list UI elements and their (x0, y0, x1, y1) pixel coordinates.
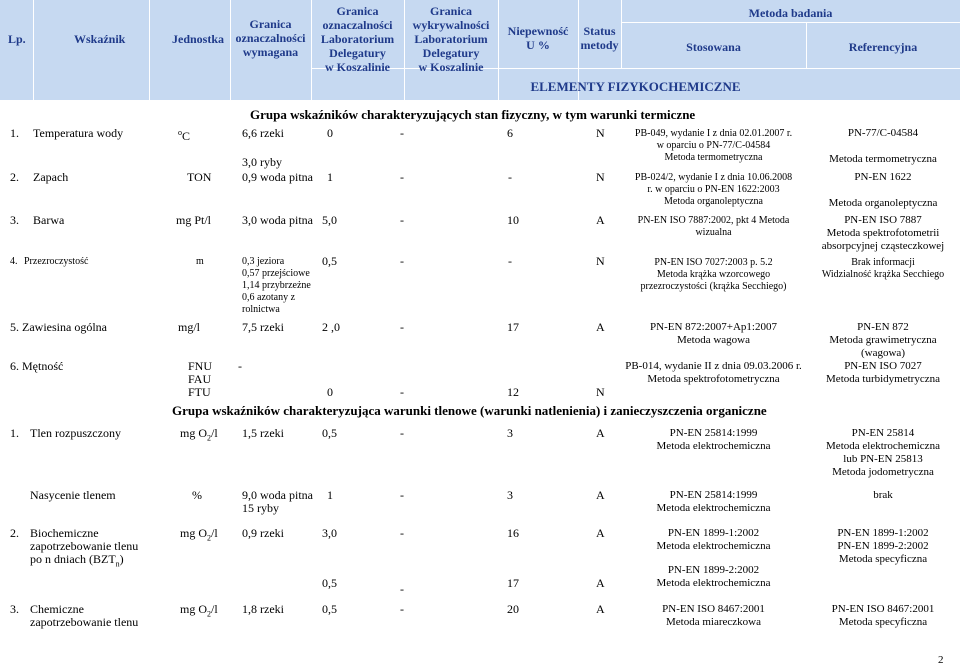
quant-limit: 1 (327, 488, 333, 502)
limit-required: 9,0 woda pitna 15 ryby (242, 488, 313, 515)
limit-required: 0,9 woda pitna (242, 170, 313, 184)
method-reference: PN-EN 1899-1:2002 PN-EN 1899-2:2002 Metoda specyficzna (837, 527, 929, 565)
method-status: A (596, 602, 605, 616)
limit-required: 0,3 jeziora 0,57 przejściowe 1,14 przybrzeżne 0,6 azotany z rolnictwa (242, 256, 311, 315)
row-number: 4. (10, 256, 18, 267)
quant-limit: 0,5 (322, 602, 337, 616)
method-applied: PB-014, wydanie II z dnia 09.03.2006 r. Metoda spektrofotometryczna (625, 360, 802, 385)
method-applied: PN-EN 872:2007+Ap1:2007 Metoda wagowa (650, 321, 777, 346)
row-number: 5. (10, 320, 19, 334)
limit-required: - (238, 359, 242, 373)
method-applied: PN-EN 25814:1999 Metoda elektrochemiczna (656, 427, 771, 452)
dash: - (400, 170, 404, 184)
page-number: 2 (938, 654, 944, 666)
method-reference: PN-77/C-04584 Metoda termometryczna (829, 127, 937, 165)
parameter-name: Mętność (22, 359, 64, 373)
unit: mg $O_2/l$ (180, 526, 218, 543)
unit: mg $O_2/l$ (180, 426, 218, 443)
header-separator (621, 22, 960, 23)
method-applied: PN-EN 1899-1:2002 Metoda elektrochemiczna PN-EN 1899-2:2002 Metoda elektrochemiczna (656, 527, 771, 589)
col-granica-oznaczalnosci: Granica oznaczalności Laboratorium Delegatury w Koszalinie (320, 4, 395, 74)
section-title: ELEMENTY FIZYKOCHEMICZNE (530, 79, 741, 94)
quant-limit: 0,5 (322, 254, 337, 268)
method-status: A (596, 426, 605, 440)
dash: - (400, 126, 404, 140)
unit: mg Pt/l (176, 213, 212, 227)
unit: TON (187, 170, 212, 184)
uncertainty: - (508, 170, 512, 184)
method-status: A (596, 576, 605, 590)
limit-required: 6,6 rzeki (242, 126, 284, 140)
dash: - (400, 385, 404, 399)
parameter-name: Chemiczne zapotrzebowanie tlenu (30, 602, 139, 629)
unit: FNU FAU FTU (188, 359, 213, 399)
quant-limit: 1 (327, 170, 333, 184)
row-number: 3. (10, 602, 19, 616)
row-number: 1. (10, 126, 19, 140)
quant-limit: 0 (327, 385, 333, 399)
col-granica-wymagana: Granica oznaczalności wymagana (235, 17, 306, 59)
col-niepewnosc: Niepewność U % (507, 24, 569, 52)
uncertainty: 3 (507, 426, 513, 440)
method-status: A (596, 213, 605, 227)
row-number: 2. (10, 170, 19, 184)
method-status: N (596, 385, 605, 399)
uncertainty: 12 (507, 385, 519, 399)
uncertainty: 6 (507, 126, 513, 140)
method-applied: PN-EN ISO 7027:2003 p. 5.2 Metoda krążka wzorcowego przezroczystości (krążka Secchiego) (640, 257, 787, 292)
row-number: 6. (10, 359, 19, 373)
method-reference: PN-EN 872 Metoda grawimetryczna (wagowa) (829, 321, 937, 359)
method-reference: PN-EN 1622 Metoda organoleptyczna (828, 171, 938, 209)
method-applied: PB-049, wydanie I z dnia 02.01.2007 r. w oparciu o PN-77/C-04584 Metoda termometryczna (634, 128, 793, 163)
parameter-name: Biochemiczne zapotrzebowanie tlenu po n dniach $(BZT_n)$ (30, 526, 139, 569)
uncertainty: 17 (507, 576, 519, 590)
method-status: A (596, 526, 605, 540)
col-stosowana: Stosowana (686, 40, 741, 54)
parameter-name: Zawiesina ogólna (22, 320, 107, 334)
method-reference: PN-EN 25814 Metoda elektrochemiczna lub PN-EN 25813 Metoda jodometryczna (826, 427, 940, 478)
group-heading: Grupa wskaźników charakteryzująca warunki tlenowe (warunki natlenienia) i zanieczyszczenia organiczne (172, 403, 767, 418)
uncertainty: 10 (507, 213, 519, 227)
parameter-name: Przezroczystość (24, 256, 89, 267)
method-reference: PN-EN ISO 8467:2001 Metoda specyficzna (831, 603, 935, 628)
row-number: 2. (10, 526, 19, 540)
unit: % (192, 488, 202, 502)
dash: - (400, 426, 404, 440)
parameter-name: Tlen rozpuszczony (30, 426, 121, 440)
parameter-name: Nasycenie tlenem (30, 488, 116, 502)
parameter-name: Barwa (33, 213, 65, 227)
method-applied: PB-024/2, wydanie I z dnia 10.06.2008 r. w oparciu o PN-EN 1622:2003 Metoda organoleptyczna (634, 172, 793, 207)
limit-required: 1,5 rzeki (242, 426, 284, 440)
parameter-name: Zapach (33, 170, 69, 184)
row-number: 1. (10, 426, 19, 440)
dash: - (400, 582, 404, 596)
unit: m (196, 256, 204, 267)
method-status: A (596, 488, 605, 502)
dash: - (400, 254, 404, 268)
col-jednostka: Jednostka (172, 32, 225, 46)
uncertainty: - (508, 254, 512, 268)
method-reference: PN-EN ISO 7887 Metoda spektrofotometrii absorpcyjnej cząsteczkowej (821, 214, 945, 252)
header-separator (33, 0, 34, 100)
limit-required: 3,0 woda pitna (242, 213, 313, 227)
quant-limit: 5,0 (322, 213, 337, 227)
unit: mg/l (178, 320, 201, 334)
uncertainty: 3 (507, 488, 513, 502)
col-status: Status metody (580, 24, 619, 52)
dash: - (400, 602, 404, 616)
quant-limit: 0 (327, 126, 333, 140)
method-reference: Brak informacji Widzialność krążka Secchiego (821, 257, 945, 280)
col-granica-wykrywalnosci: Granica wykrywalności Laboratorium Delegatury w Koszalinie (412, 4, 490, 74)
quant-limit: 0,5 (322, 426, 337, 440)
dash: - (400, 320, 404, 334)
method-status: N (596, 126, 605, 140)
dash: - (400, 526, 404, 540)
dash: - (400, 488, 404, 502)
limit-required: 0,9 rzeki (242, 526, 284, 540)
quant-limit: 3,0 (322, 526, 337, 540)
col-metoda-badania: Metoda badania (748, 6, 833, 20)
col-referencyjna: Referencyjna (848, 40, 918, 54)
method-reference: PN-EN ISO 7027 Metoda turbidymetryczna (826, 360, 940, 385)
method-applied: PN-EN ISO 8467:2001 Metoda miareczkowa (662, 603, 765, 628)
limit-required: 7,5 rzeki (242, 320, 284, 334)
header-separator (149, 0, 150, 100)
method-applied: PN-EN 25814:1999 Metoda elektrochemiczna (656, 489, 771, 514)
method-status: N (596, 254, 605, 268)
quant-limit: 2 ,0 (322, 320, 340, 334)
uncertainty: 20 (507, 602, 519, 616)
parameter-name: Temperatura wody (33, 126, 124, 140)
unit: mg $O_2/l$ (180, 602, 218, 619)
col-wskaznik: Wskaźnik (74, 32, 126, 46)
group-heading: Grupa wskaźników charakteryzujących stan fizyczny, w tym warunki termiczne (250, 107, 696, 122)
limit-required: 1,8 rzeki (242, 602, 284, 616)
dash: - (400, 213, 404, 227)
uncertainty: 17 (507, 320, 519, 334)
quant-limit: 0,5 (322, 576, 337, 590)
row-number: 3. (10, 213, 19, 227)
col-lp: Lp. (8, 32, 26, 46)
method-status: A (596, 320, 605, 334)
method-applied: PN-EN ISO 7887:2002, pkt 4 Metoda wizualna (637, 215, 790, 238)
limit-required: 3,0 ryby (242, 155, 282, 169)
method-status: N (596, 170, 605, 184)
method-reference: brak (873, 489, 893, 501)
unit: $^o$C (178, 128, 191, 143)
uncertainty: 16 (507, 526, 519, 540)
